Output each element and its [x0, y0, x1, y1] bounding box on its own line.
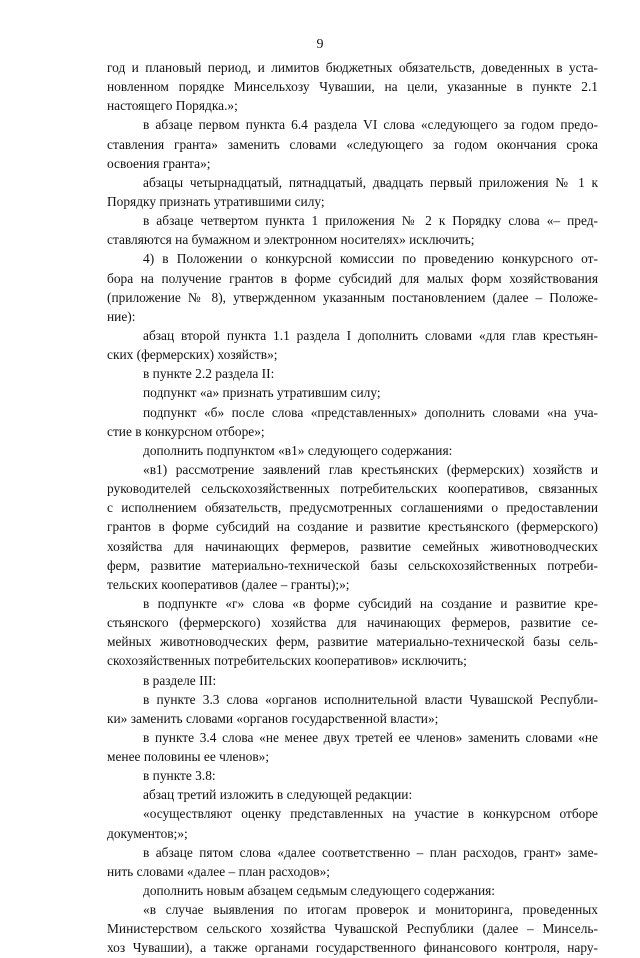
text-line: в разделе III:: [143, 672, 217, 688]
document-body: [107, 58, 598, 958]
text-line: тельских кооперативов (далее – гранты);»;: [107, 576, 350, 592]
text-line: грантов в форме субсидий на создание и развитие крестьянского (фермерского): [107, 519, 598, 535]
text-line: ки» заменить словами «органов государственной власти»;: [107, 710, 439, 726]
text-line: «осуществляют оценку представленных на участие в конкурсном отборе: [143, 806, 598, 822]
text-line: стьянского (фермерского) хозяйства для начинающих фермеров, развитие се-: [107, 615, 598, 631]
text-line: менее половины ее членов»;: [107, 749, 270, 765]
text-line: новленном порядке Минсельхозу Чувашии, на цели, указанные в пункте 2.1: [107, 79, 598, 95]
text-line: освоения гранта»;: [107, 155, 211, 171]
page-number: 9: [316, 37, 324, 52]
text-line: скохозяйственных потребительских кооперативов» исключить;: [107, 653, 467, 669]
text-line: абзацы четырнадцатый, пятнадцатый, двадцать первый приложения № 1 к: [143, 174, 598, 190]
text-line: абзац третий изложить в следующей редакции:: [143, 787, 413, 803]
text-line: хоз Чувашии), а также органами государственного финансового контроля, нару-: [107, 940, 598, 956]
text-line: хозяйства для начинающих фермеров, развитие семейных животноводческих: [107, 538, 598, 554]
text-line: Порядку признать утратившими силу;: [107, 193, 325, 209]
text-line: Министерством сельского хозяйства Чувашской Республики (далее – Минсель-: [107, 921, 598, 937]
text-line: подпункт «а» признать утратившим силу;: [143, 385, 381, 401]
text-line: ставления гранта» заменить словами «следующего за годом окончания срока: [107, 136, 598, 152]
text-line: в пункте 3.8:: [143, 768, 216, 784]
text-line: дополнить подпунктом «в1» следующего содержания:: [143, 442, 453, 458]
text-line: настоящего Порядка.»;: [107, 98, 238, 114]
text-line: в абзаце первом пункта 6.4 раздела VI слова «следующего за годом предо-: [143, 117, 598, 133]
text-line: в пункте 3.4 слова «не менее двух третей ее членов» заменить словами «не: [143, 729, 598, 745]
text-line: стие в конкурсном отборе»;: [107, 423, 265, 439]
text-line: ферм, развитие материально-технической базы сельскохозяйственных потреби-: [107, 557, 598, 573]
text-line: ских (фермерских) хозяйств»;: [107, 347, 278, 363]
text-line: документов;»;: [107, 825, 188, 841]
text-line: (приложение № 8), утвержденном указанным постановлением (далее – Положе-: [107, 289, 598, 305]
text-line: «в случае выявления по итогам проверок и мониторинга, проведенных: [143, 902, 598, 918]
text-line: с исполнением обязательств, предусмотренных соглашениями о предоставлении: [107, 500, 598, 516]
text-line: ние):: [107, 308, 136, 324]
text-line: в пункте 2.2 раздела II:: [143, 366, 275, 382]
text-line: нить словами «далее – план расходов»;: [107, 863, 331, 879]
text-line: ставляются на бумажном и электронном носителях» исключить;: [107, 232, 475, 248]
text-line: в абзаце пятом слова «далее соответственно – план расходов, грант» заме-: [143, 844, 598, 860]
text-line: абзац второй пункта 1.1 раздела I дополнить словами «для глав крестьян-: [143, 327, 598, 343]
text-line: в подпункте «г» слова «в форме субсидий на создание и развитие кре-: [143, 595, 598, 611]
text-line: подпункт «б» после слова «представленных» дополнить словами «на уча-: [143, 404, 598, 420]
text-line: дополнить новым абзацем седьмым следующего содержания:: [143, 883, 495, 899]
text-line: «в1) рассмотрение заявлений глав крестьянских (фермерских) хозяйств и: [143, 461, 598, 477]
text-line: руководителей сельскохозяйственных потребительских кооперативов, связанных: [107, 481, 598, 497]
text-line: в абзаце четвертом пункта 1 приложения № 2 к Порядку слова «– пред-: [143, 213, 598, 229]
text-line: год и плановый период, и лимитов бюджетных обязательств, доведенных в уста-: [107, 60, 598, 75]
text-line: мейных животноводческих ферм, развитие материально-технической базы сель-: [107, 634, 598, 650]
text-line: в пункте 3.3 слова «органов исполнительной власти Чувашской Республи-: [143, 691, 598, 707]
text-line: бора на получение грантов в форме субсидий для малых форм хозяйствования: [107, 270, 598, 286]
text-line: 4) в Положении о конкурсной комиссии по проведению конкурсного от-: [143, 251, 598, 267]
